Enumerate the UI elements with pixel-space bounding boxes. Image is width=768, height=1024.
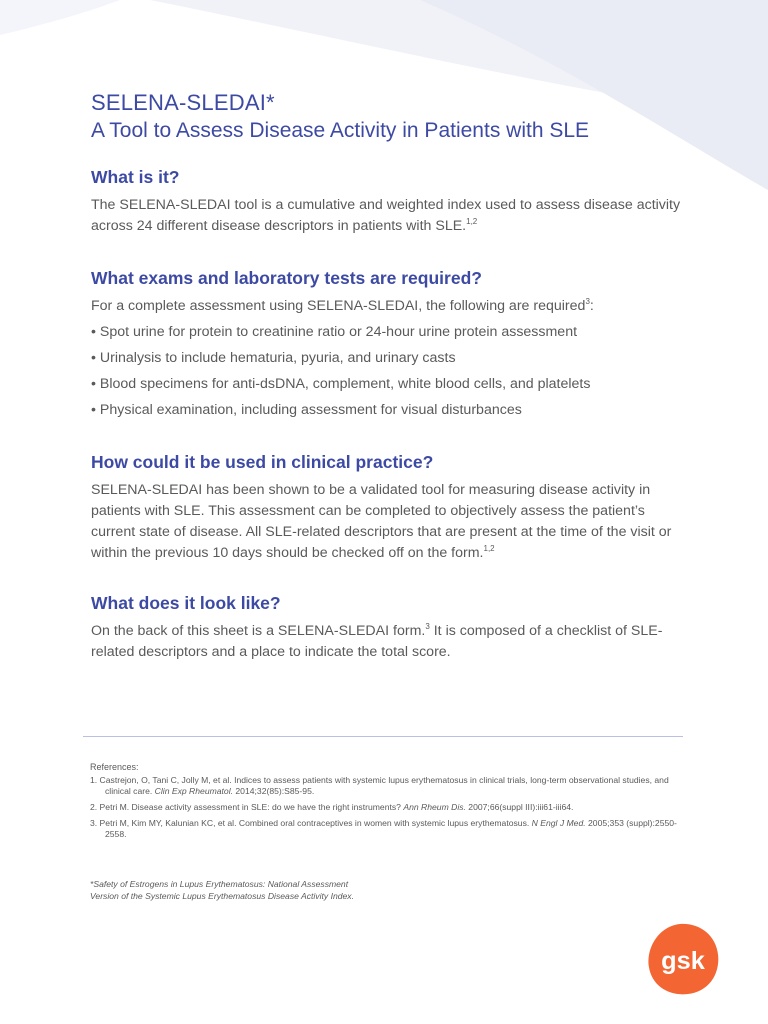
section-paragraph: The SELENA-SLEDAI tool is a cumulative and weighted index used to assess disease activity across 24 different disease descriptors in patients with SLE.$^{1,2}$ — [91, 197, 681, 234]
references-label: References: — [90, 762, 139, 772]
list-item: • Urinalysis to include hematuria, pyuria, and urinary casts — [91, 350, 456, 366]
section-heading: How could it be used in clinical practice? — [91, 452, 434, 472]
citation-superscript: 3 — [585, 297, 590, 306]
section-exams — [91, 268, 681, 426]
gsk-logo — [644, 920, 722, 998]
requirements-list — [91, 322, 681, 421]
list-item: • Physical examination, including assessment for visual disturbances — [91, 402, 522, 418]
list-item: • Blood specimens for anti-dsDNA, complement, white blood cells, and platelets — [91, 376, 591, 392]
section-intro: For a complete assessment using SELENA-SLEDAI, the following are required$^3$: — [91, 297, 594, 314]
list-item: • Spot urine for protein to creatinine ratio or 24-hour urine protein assessment — [91, 324, 578, 340]
references-section — [90, 762, 690, 845]
section-heading: What does it look like? — [91, 593, 281, 613]
section-what-it-looks-like — [91, 593, 681, 663]
reference-item: 1. Castrejon, O, Tani C, Jolly M, et al. Indices to assess patients with systemic lupus erythematosus in clinical trials, long-term observational studies, and clinical care. Clin Exp Rheumatol. 2014;32(85):S85-95. — [90, 775, 669, 796]
section-heading: What is it? — [91, 167, 180, 187]
reference-item: 2. Petri M. Disease activity assessment in SLE: do we have the right instruments? Ann Rheum Dis. 2007;66(suppl III):iii61-iii64. — [90, 802, 574, 812]
page-title: SELENA-SLEDAI* — [91, 90, 275, 115]
references-list — [90, 775, 690, 840]
section-paragraph: On the back of this sheet is a SELENA-SLEDAI form.$^3$ It is composed of a checklist of SLE-related descriptors and a place to indicate the total score. — [91, 622, 663, 660]
section-heading: What exams and laboratory tests are required? — [91, 268, 482, 288]
reference-item: 3. Petri M, Kim MY, Kalunian KC, et al. Combined oral contraceptives in women with systemic lupus erythematosus. N Engl J Med. 2005;353 (suppl):2550-2558. — [90, 818, 677, 839]
section-what-is-it — [91, 167, 681, 237]
footnote-line: *Safety of Estrogens in Lupus Erythematosus: National Assessment — [90, 879, 349, 889]
citation-superscript: 1,2 — [466, 217, 478, 226]
footnote — [90, 878, 450, 902]
section-paragraph: SELENA-SLEDAI has been shown to be a validated tool for measuring disease activity in patients with SLE. This assessment can be completed to objectively assess the patient’s current state of disease. All SLE-related descriptors that are present at the time of the visit or within the previous 10 days should be checked off on the form.$^{1,2}$ — [91, 482, 672, 561]
citation-superscript: 3 — [425, 622, 430, 631]
footnote-line: Version of the Systemic Lupus Erythematosus Disease Activity Index. — [90, 891, 354, 901]
page-subtitle: A Tool to Assess Disease Activity in Patients with SLE — [91, 119, 590, 142]
section-clinical-use — [91, 452, 681, 564]
svg-text:gsk: gsk — [661, 946, 705, 975]
citation-superscript: 1,2 — [483, 544, 495, 553]
divider-rule — [83, 736, 683, 737]
